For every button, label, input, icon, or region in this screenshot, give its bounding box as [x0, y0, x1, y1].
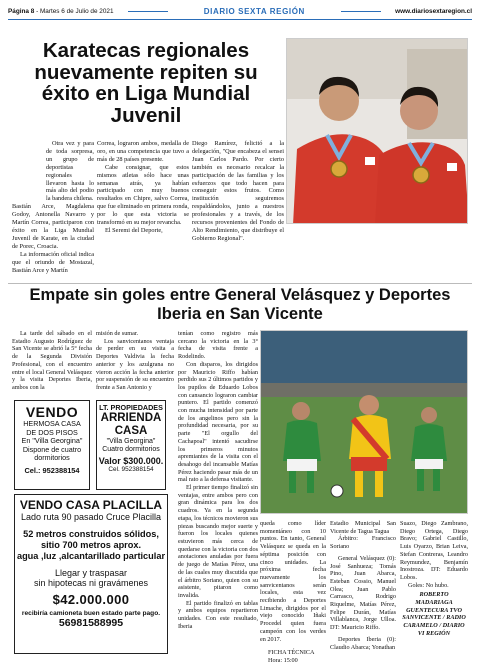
paragraph: tenían como registro más cercano la victoria en la 3° fecha de visita frente a Rodelindo. — [178, 330, 258, 361]
paragraph: General Velásquez (0): José Sanhueza; Tomás Pino, Juan Abarca, Esteban Cossio, Manuel Olea; Juan Pablo Carrasco, Rodrigo Riquelme, Matías Pérez, Felipe Durán, Matías Villablanca, Jorge Ulloa. DT: Mauricio Riffo. — [330, 554, 396, 632]
ad-phone: Cel. 952388154 — [108, 465, 154, 473]
article-2-headline: Empate sin goles entre General Velásquez y Deportes Iberia en San Vicente — [29, 286, 451, 323]
paragraph: Diego Ramírez, felicitó a la delegación, "Que encabeza el sensei Juan Carlos Pardo. Por cierto también es necesario recalcar la participación de las familias y los esfuerzos que todo hacen para conseguir estos frutos. Como institución seguiremos respaldándolos, junto a nuestros profesionales y a través, de los recursos provenientes del Fondo de Alto Rendimiento, que distribuye el Gobierno Regional". — [192, 140, 284, 242]
article-2-col-2 — [96, 330, 174, 392]
paragraph: Correa, lograron ambos, medalla de oro, en una competencia que tuvo a más de 28 países presente. — [97, 140, 189, 163]
paragraph: FICHA TÉCNICA — [268, 649, 315, 657]
ad-line: 52 metros construidos sólidos, — [23, 528, 159, 539]
article-2-col-6 — [400, 520, 468, 638]
article-1-headline: Karatecas regionales nuevamente repiten su éxito en Liga Mundial Juvenil — [34, 39, 258, 127]
ad-line: sitio 700 metros aprox. — [40, 539, 142, 550]
karatecas-photo-illustration — [287, 39, 468, 224]
ad-line: recibiría camioneta buen estado parte pago. — [21, 609, 161, 617]
paragraph: Goles: No hubo. — [408, 581, 449, 589]
ad-line: HERMOSA CASA — [23, 419, 81, 428]
ad-line: dormitorios — [34, 453, 70, 463]
ad-title: ARRIENDA — [100, 412, 162, 424]
article-1-col-1 — [12, 140, 94, 282]
ad-agency: LT. PROPIEDADES — [99, 403, 163, 412]
paragraph: Suazo, Diego Zambrano, Diego Ortega, Diego Bravo; Gabriel Castillo, Luis Oyarzo, Brian Leiva, Stefan Contreras, Leandro Reymundez, Benjamín Inostroza. DT: Eduardo Lobos. — [400, 520, 468, 581]
karatecas-photo — [286, 38, 468, 224]
paragraph: Estadio Municipal San Vicente de Tagua Tagua — [330, 520, 396, 535]
ad-arrienda-casa — [96, 400, 166, 490]
page-number: Página 8 — [8, 7, 35, 15]
masthead — [8, 4, 472, 18]
ad-line: agua ,luz ,alcantarillado particular — [16, 550, 166, 561]
paragraph: Otra vez y para de toda sorpresa, un grupo de deportistas regionales llevaron hasta lo más alto del podio la bandera chilena. — [46, 140, 94, 203]
paragraph: Con disparos, los dirigidos por Mauricio Riffo habían perdido sus 2 últimos partidos y los pupilos de Eduardo Lobos con cansancio lograron cambiar puntero. El partido comenzó con mucha intensidad por parte de los angelinos pero sin la profundidad necesaria, por su parte "El orgullo del Cachapoal" intentó sacudirse los primeros minutos apremiantes de la visita con el desahogo del incansable Matías Pérez haciendo pasar más de un mal rato a la defensa visitante. — [178, 360, 258, 484]
paragraph: Cabe consignar, que estos mismos atletas sólo hace unas semanas atrás, ya habían participado con muy buenos resultados en Chipre, salvo Correa, que fue eliminado en primera ronda, por lo que esta victoria se transformó en su mejor revancha. — [97, 163, 189, 227]
ad-line: DE DOS PISOS — [26, 427, 78, 437]
ad-line: sin hipotecas ni gravámenes — [33, 578, 149, 588]
ad-price: Valor $300.000. — [98, 455, 164, 466]
section-divider — [8, 283, 472, 284]
article-2-col-4 — [260, 520, 326, 665]
article-1-col-3 — [192, 140, 284, 282]
paragraph: Los sanvicentanos ventaja de perder en su visita a Deportes Valdivia la fecha anterior y los azulgrana no vieron acción la fecha anterior por suspensión de su encuentro frente a San Antonio y — [96, 337, 174, 391]
ad-phone: 56981588995 — [58, 616, 124, 629]
article-2-col-5 — [330, 520, 396, 651]
photo-credit: ROBERTO MADARIAGA GUENTECURA TVO SANVICENTE / RADIO CARAMELO / DIARIO VI REGIÓN — [402, 591, 466, 637]
paragraph: La información oficial indica que el oriundo de Mostazal, Bastián Arce y Martín — [12, 250, 94, 274]
ad-vendo-casa — [14, 400, 90, 490]
paragraph: Deportes Iberia (0): Claudio Abarca; Yonathan — [330, 635, 396, 651]
issue-date: - Martes 6 de Julio de 2021 — [34, 7, 114, 15]
website-url[interactable]: www.diariosextaregion.cl — [395, 7, 472, 15]
paragraph: La tarde del sábado en el Estadio Augusto Rodríguez de San Vicente se abrió la 5° fecha de la Segunda División Profesional, con el encuentro entre el local General Velásquez y la visita Deportes Iberia, ambos con la — [12, 330, 92, 391]
ad-phone: Cel.: 952388154 — [24, 465, 80, 475]
ad-line: Lado ruta 90 pasado Cruce Placilla — [20, 512, 162, 522]
article-1-body — [12, 140, 284, 282]
ad-title: CASA — [114, 425, 148, 437]
paragraph: El partido finalizó en tablas y ambos equipos repartieron unidades. Con este resultado, Iberia — [178, 599, 258, 630]
ad-line: Dispone de cuatro — [22, 444, 82, 454]
paragraph: Árbitro: Francisco Soriano — [330, 535, 396, 551]
football-match-photo — [260, 330, 468, 514]
ad-line: En "Villa Georgina" — [21, 436, 83, 446]
football-match-illustration — [261, 331, 468, 514]
ad-line: Llegar y traspasar — [54, 567, 128, 578]
paragraph: misión de sumar. — [96, 330, 139, 337]
ad-line: "Villa Georgina" — [106, 438, 156, 445]
header-rule — [8, 19, 472, 20]
ad-title: VENDO — [25, 404, 79, 420]
article-2-col-3 — [178, 330, 258, 630]
ad-vendo-casa-placilla — [14, 494, 168, 654]
paragraph: Bastián Arce, Magdalena Godoy, Antonella Navarro y Martín Correa, participaron con éxito en la Liga Mundial Juvenil de Karate, en la ciudad de Porec, Croacia. — [12, 203, 94, 250]
ad-price: $42.000.000 — [52, 591, 130, 607]
ad-title: VENDO CASA PLACILLA — [19, 498, 163, 512]
ad-line: Cuatro dormitorios — [102, 446, 160, 454]
page-info — [8, 8, 114, 15]
article-2-col-1 — [12, 330, 92, 392]
paragraph: queda como líder momentáneo con 10 puntos. En tanto, General Velásquez se queda en la séptima posición con cinco unidades. La próxima fecha nuevamente los sanvicentanos serán locales, esta vez recibiendo a Deportes Limache, dirigidos por el viejo conocido Iñaki Procedel quien fuera campeón con los verdes en 2017. — [260, 520, 326, 643]
paragraph: El primer tiempo finalizó sin ventajas, entre ambos pero con gran dinámica para los dos cuadros. Ya en la segunda etapa, los técnicos movieron sus piezas buscando mejor suerte y fueron los locales quienes estuvieron más cerca de quedarse con la victoria con dos anotaciones anuladas por fuera de juego de Matías Pérez, una de las cuales muy discutida que el árbitro Soriano, quien con su asistente, pitaron como invalida. — [178, 484, 258, 599]
paragraph: Hora: 15:00 — [268, 656, 298, 664]
paragraph: El Seremi del Deporte, — [105, 226, 163, 234]
article-1-col-2 — [97, 140, 189, 282]
newspaper-name: DIARIO SEXTA REGIÓN — [120, 7, 390, 16]
